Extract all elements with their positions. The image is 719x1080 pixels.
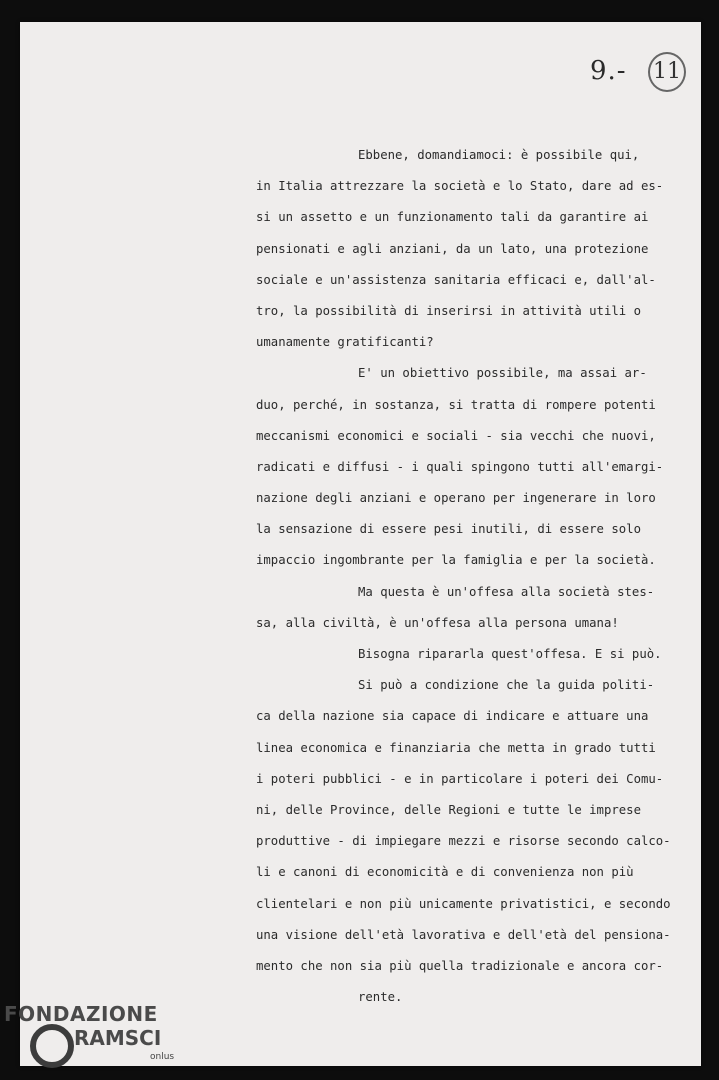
text-line: linea economica e finanziaria che metta in grado tutti (256, 740, 656, 755)
fondazione-gramsci-logo (4, 1002, 184, 1074)
logo-g-icon (30, 1024, 74, 1068)
text-line: in Italia attrezzare la società e lo Stato, dare ad es- (256, 179, 664, 194)
text-line: mento che non sia più quella tradizionale e ancora cor- (256, 958, 664, 973)
text-line: produttive - di impiegare mezzi e risorse secondo calco- (256, 834, 671, 849)
body-text (256, 140, 671, 1013)
logo-text-bottom: RAMSCI (74, 1026, 162, 1050)
logo-text-top: FONDAZIONE (4, 1002, 158, 1026)
text-line: sociale e un'assistenza sanitaria efficaci e, dall'al- (256, 272, 656, 287)
document-page (20, 22, 701, 1066)
text-line: sa, alla civiltà, è un'offesa alla persona umana! (256, 615, 619, 630)
text-line: radicati e diffusi - i quali spingono tutti all'emargi- (256, 459, 664, 474)
text-line: la sensazione di essere pesi inutili, di essere solo (256, 522, 641, 537)
text-line: tro, la possibilità di inserirsi in attività utili o (256, 303, 641, 318)
text-line: umanamente gratificanti? (256, 335, 434, 350)
text-line: una visione dell'età lavorativa e dell'età del pensiona- (256, 927, 671, 942)
text-line: Ebbene, domandiamoci: è possibile qui, (358, 148, 640, 162)
text-line: Bisogna ripararla quest'offesa. E si può. (358, 647, 662, 661)
text-line: li e canoni di economicità e di convenienza non più (256, 865, 634, 880)
circled-page-number: 11 (648, 52, 686, 92)
text-line: ni, delle Province, delle Regioni e tutte le imprese (256, 802, 641, 817)
page-number: 9.- (590, 56, 627, 86)
text-line: meccanismi economici e sociali - sia vecchi che nuovi, (256, 428, 656, 443)
text-line: nazione degli anziani e operano per ingenerare in loro (256, 491, 656, 506)
text-line: impaccio ingombrante per la famiglia e per la società. (256, 553, 656, 568)
text-line: duo, perché, in sostanza, si tratta di rompere potenti (256, 397, 656, 412)
text-line: i poteri pubblici - e in particolare i poteri dei Comu- (256, 771, 664, 786)
logo-onlus: onlus (150, 1052, 175, 1062)
text-line: si un assetto e un funzionamento tali da garantire ai (256, 210, 649, 225)
text-line: Si può a condizione che la guida politi- (358, 678, 655, 693)
text-line: E' un obiettivo possibile, ma assai ar- (358, 366, 647, 381)
text-line: rente. (358, 990, 403, 1005)
text-line: ca della nazione sia capace di indicare e attuare una (256, 709, 649, 724)
text-line: pensionati e agli anziani, da un lato, una protezione (256, 241, 649, 256)
text-line: Ma questa è un'offesa alla società stes- (358, 584, 655, 599)
text-line: clientelari e non più unicamente privatistici, e secondo (256, 896, 671, 911)
